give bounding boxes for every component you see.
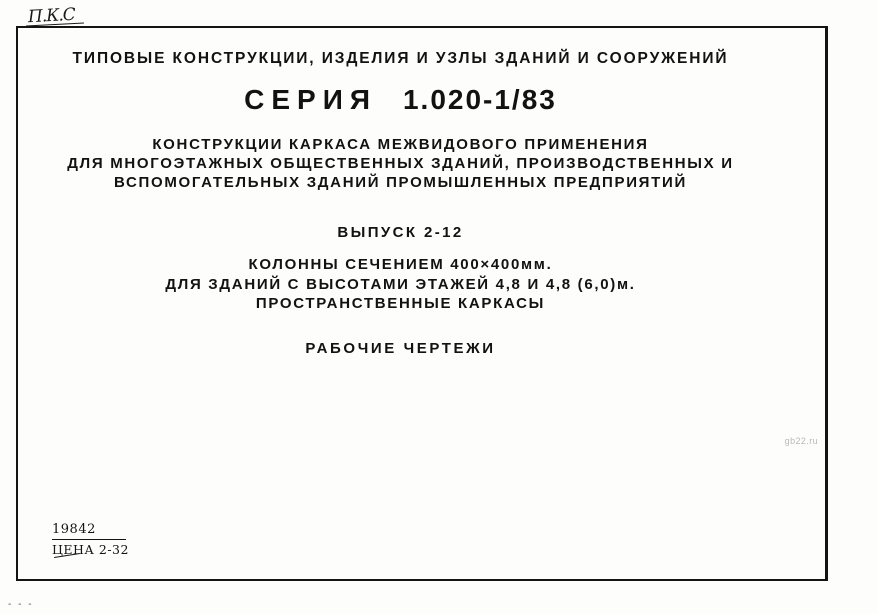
watermark-text: gb22.ru	[784, 436, 818, 446]
purpose-block	[18, 135, 783, 192]
series-number: 1.020-1/83	[402, 84, 557, 115]
document-code-block	[52, 522, 129, 557]
subject-line-2: ДЛЯ ЗДАНИЙ С ВЫСОТАМИ ЭТАЖЕЙ 4,8 И 4,8 (6,0)м.	[165, 275, 636, 293]
subject-block	[18, 255, 783, 314]
title-block-content	[18, 28, 783, 579]
purpose-line-1: КОНСТРУКЦИИ КАРКАСА МЕЖВИДОВОГО ПРИМЕНЕНИЯ	[152, 136, 649, 153]
purpose-line-2: ДЛЯ МНОГОЭТАЖНЫХ ОБЩЕСТВЕННЫХ ЗДАНИЙ, ПРОИЗВОДСТВЕННЫХ И	[67, 155, 734, 172]
handwritten-stamp: П.К.С	[27, 4, 76, 28]
purpose-line-3: ВСПОМОГАТЕЛЬНЫХ ЗДАНИЙ ПРОМЫШЛЕННЫХ ПРЕДПРИЯТИЙ	[113, 174, 687, 191]
document-main-title: ТИПОВЫЕ КОНСТРУКЦИИ, ИЗДЕЛИЯ И УЗЛЫ ЗДАНИЙ И СООРУЖЕНИЙ	[72, 50, 729, 67]
document-code-rule	[52, 539, 126, 540]
working-drawings-label: РАБОЧИЕ ЧЕРТЕЖИ	[305, 340, 496, 357]
series-label: СЕРИЯ	[244, 84, 377, 115]
subject-line-3: ПРОСТРАНСТВЕННЫЕ КАРКАСЫ	[255, 295, 546, 312]
document-code-number: 19842	[52, 522, 96, 537]
bottom-edge-marks: - - -	[8, 599, 34, 610]
subject-line-1: КОЛОННЫ СЕЧЕНИЕМ 400×400мм.	[248, 256, 553, 273]
frame-right-rule	[825, 28, 826, 579]
series-line	[18, 84, 783, 116]
drawing-frame	[16, 26, 828, 581]
document-price: ЦЕНА 2-32	[52, 542, 129, 557]
issue-number-line: ВЫПУСК 2-12	[337, 224, 464, 241]
